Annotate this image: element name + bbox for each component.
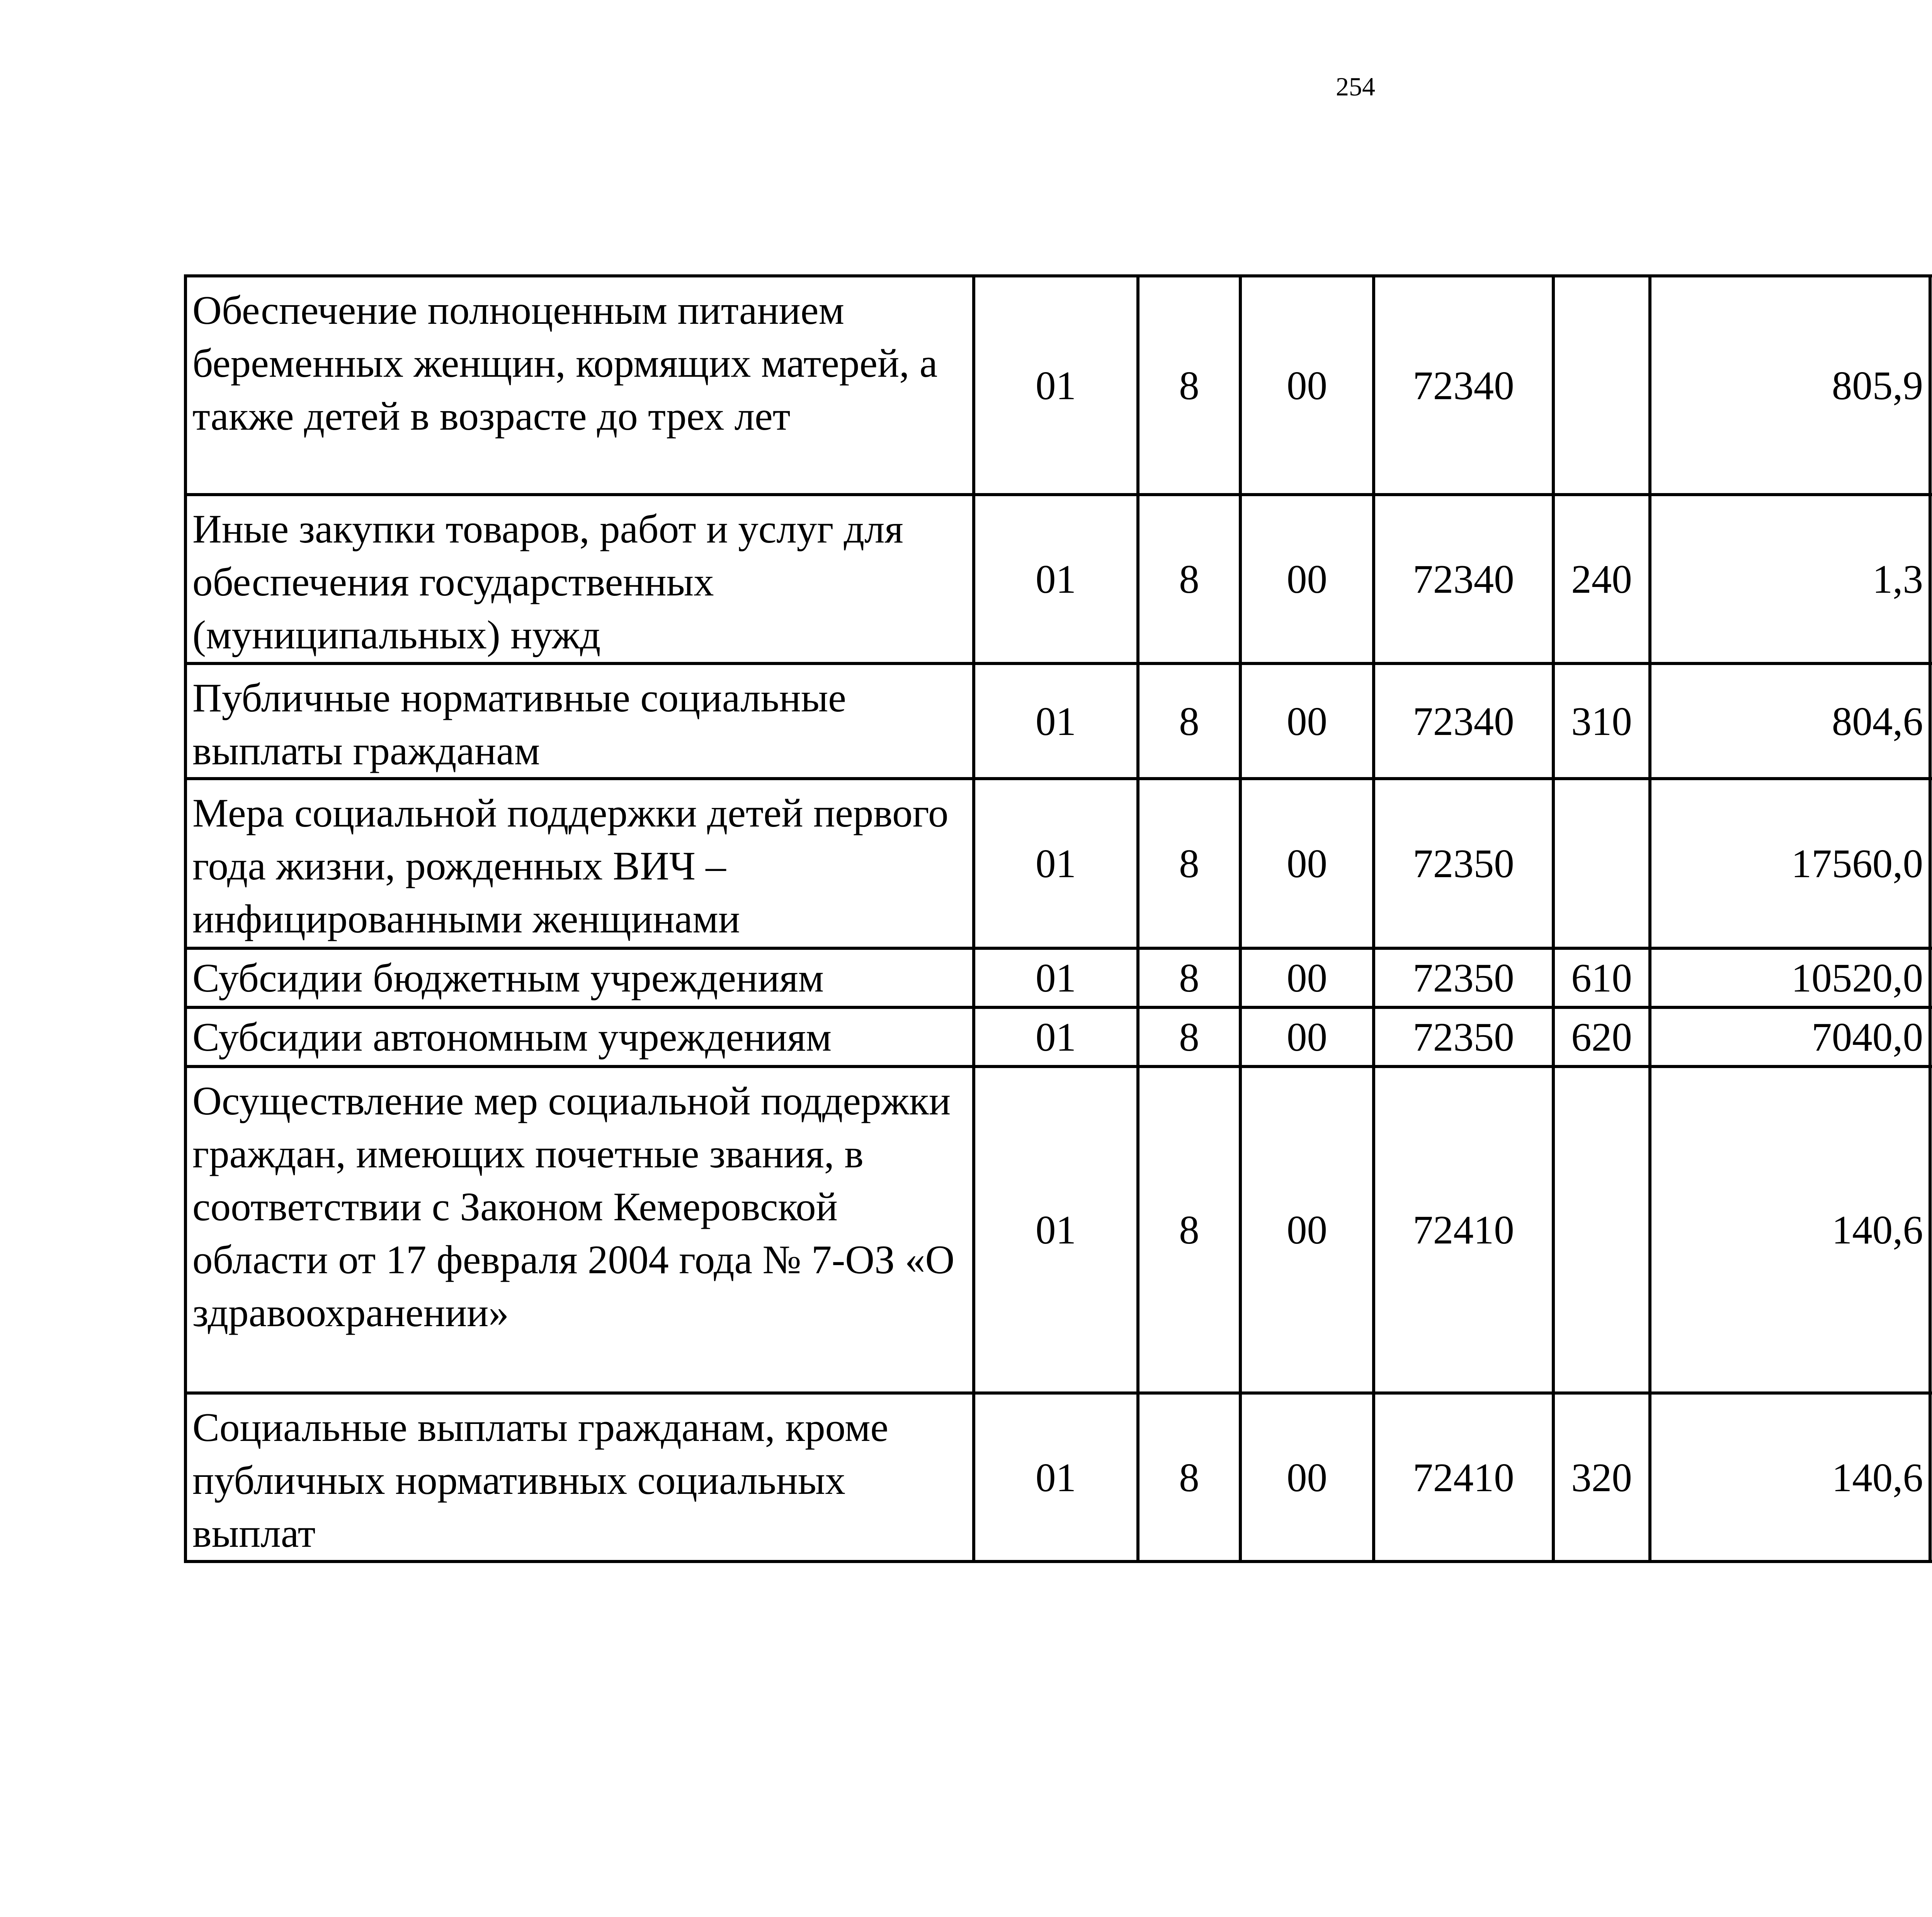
- row-name: Мера социальной поддержки детей первого года жизни, рожденных ВИЧ – инфицированными женщинами: [185, 779, 974, 948]
- subprogram-code: 8: [1138, 276, 1240, 495]
- row-name: Иные закупки товаров, работ и услуг для обеспечения государственных (муниципальных) нужд: [185, 495, 974, 663]
- row-name: Социальные выплаты гражданам, кроме публичных нормативных социальных выплат: [185, 1393, 974, 1561]
- program-code: 01: [974, 495, 1138, 663]
- program-code: 01: [974, 1067, 1138, 1393]
- amount-1: 804,6: [1650, 663, 1930, 779]
- amount-2: [1930, 948, 1932, 1007]
- subprogram-code: 8: [1138, 779, 1240, 948]
- amount-1: 140,6: [1650, 1393, 1930, 1561]
- direction-code: 72350: [1374, 1007, 1553, 1067]
- main-event-code: 00: [1240, 1393, 1374, 1561]
- direction-code: 72410: [1374, 1393, 1553, 1561]
- direction-code: 72410: [1374, 1067, 1553, 1393]
- amount-1: 805,9: [1650, 276, 1930, 495]
- subprogram-code: 8: [1138, 948, 1240, 1007]
- table-row: [185, 779, 1932, 948]
- amount-1: 10520,0: [1650, 948, 1930, 1007]
- direction-code: 72350: [1374, 948, 1553, 1007]
- expense-type-code: 610: [1553, 948, 1650, 1007]
- table-row: [185, 948, 1932, 1007]
- amount-1: 140,6: [1650, 1067, 1930, 1393]
- main-event-code: 00: [1240, 779, 1374, 948]
- direction-code: 72340: [1374, 663, 1553, 779]
- direction-code: 72350: [1374, 779, 1553, 948]
- expense-type-code: 240: [1553, 495, 1650, 663]
- amount-2: [1930, 276, 1932, 495]
- expense-type-code: 620: [1553, 1007, 1650, 1067]
- row-name: Обеспечение полноценным питанием беременных женщин, кормящих матерей, а также детей в возрасте до трех лет: [185, 276, 974, 495]
- direction-code: 72340: [1374, 276, 1553, 495]
- subprogram-code: 8: [1138, 1393, 1240, 1561]
- expense-type-code: [1553, 276, 1650, 495]
- program-code: 01: [974, 1393, 1138, 1561]
- amount-1: 7040,0: [1650, 1007, 1930, 1067]
- amount-2: [1930, 663, 1932, 779]
- amount-2: [1930, 495, 1932, 663]
- program-code: 01: [974, 663, 1138, 779]
- table-row: [185, 276, 1932, 495]
- amount-1: 1,3: [1650, 495, 1930, 663]
- expense-type-code: 310: [1553, 663, 1650, 779]
- table-row: [185, 1067, 1932, 1393]
- subprogram-code: 8: [1138, 1007, 1240, 1067]
- amount-1: 17560,0: [1650, 779, 1930, 948]
- table-row: [185, 495, 1932, 663]
- amount-2: [1930, 1007, 1932, 1067]
- program-code: 01: [974, 948, 1138, 1007]
- main-event-code: 00: [1240, 495, 1374, 663]
- subprogram-code: 8: [1138, 663, 1240, 779]
- expense-type-code: 320: [1553, 1393, 1650, 1561]
- main-event-code: 00: [1240, 1067, 1374, 1393]
- row-name: Субсидии автономным учреждениям: [185, 1007, 974, 1067]
- amount-2: [1930, 779, 1932, 948]
- row-name: Осуществление мер социальной поддержки граждан, имеющих почетные звания, в соответствии с Законом Кемеровской области от 17 февраля 2004 года № 7-ОЗ «О здравоохранении»: [185, 1067, 974, 1393]
- table-row: [185, 1393, 1932, 1561]
- budget-table: [184, 274, 1932, 1563]
- amount-2: [1930, 1393, 1932, 1561]
- table-row: [185, 1007, 1932, 1067]
- amount-2: [1930, 1067, 1932, 1393]
- program-code: 01: [974, 276, 1138, 495]
- program-code: 01: [974, 1007, 1138, 1067]
- row-name: Публичные нормативные социальные выплаты гражданам: [185, 663, 974, 779]
- subprogram-code: 8: [1138, 495, 1240, 663]
- main-event-code: 00: [1240, 1007, 1374, 1067]
- main-event-code: 00: [1240, 948, 1374, 1007]
- expense-type-code: [1553, 1067, 1650, 1393]
- main-event-code: 00: [1240, 663, 1374, 779]
- page-number: 254: [1336, 72, 1375, 101]
- direction-code: 72340: [1374, 495, 1553, 663]
- table-row: [185, 663, 1932, 779]
- main-event-code: 00: [1240, 276, 1374, 495]
- expense-type-code: [1553, 779, 1650, 948]
- program-code: 01: [974, 779, 1138, 948]
- row-name: Субсидии бюджетным учреждениям: [185, 948, 974, 1007]
- subprogram-code: 8: [1138, 1067, 1240, 1393]
